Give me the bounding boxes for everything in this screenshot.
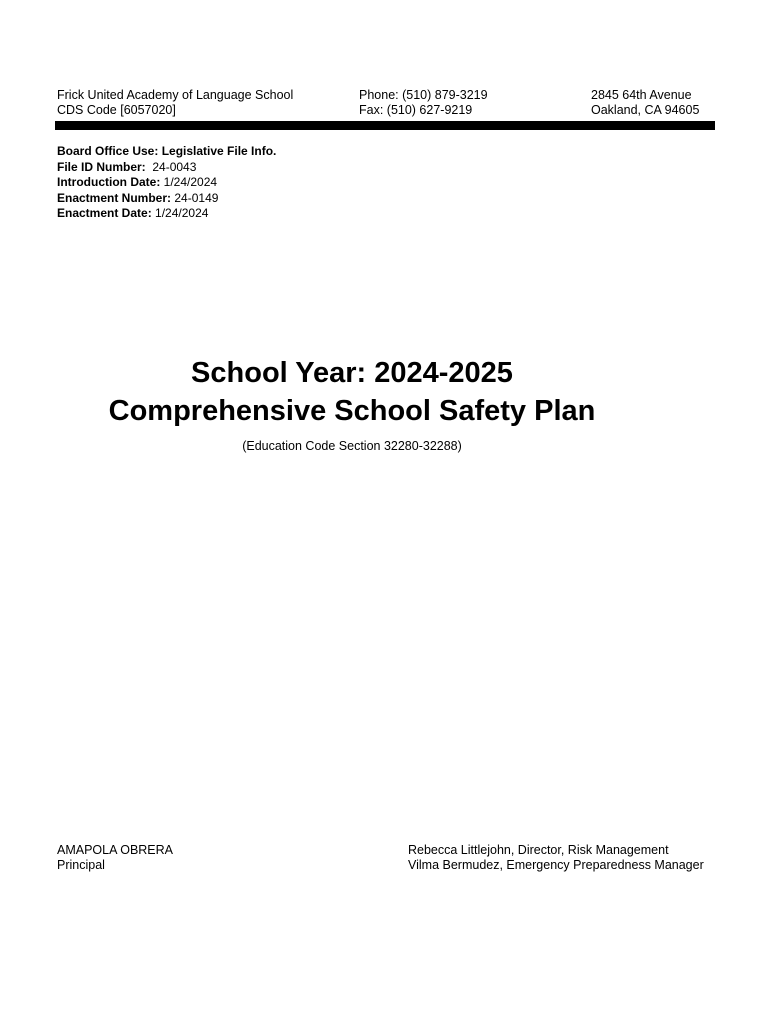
address-line-2: Oakland, CA 94605 bbox=[591, 103, 700, 117]
fax-number: Fax: (510) 627-9219 bbox=[359, 103, 473, 117]
school-name: Frick United Academy of Language School bbox=[57, 88, 294, 102]
emergency-preparedness-manager: Vilma Bermudez, Emergency Preparedness Manager bbox=[408, 858, 704, 872]
introduction-date-value: 1/24/2024 bbox=[163, 175, 218, 189]
phone-number: Phone: (510) 879-3219 bbox=[359, 88, 488, 102]
document-title-block bbox=[0, 354, 704, 454]
school-year-title: School Year: 2024-2025 bbox=[191, 357, 513, 389]
introduction-date-label: Introduction Date: bbox=[57, 175, 161, 189]
board-office-heading: Board Office Use: Legislative File Info. bbox=[57, 144, 277, 158]
address-block bbox=[591, 88, 699, 118]
principal-name: AMAPOLA OBRERA bbox=[57, 843, 174, 857]
file-id-row bbox=[57, 160, 276, 176]
address-line-1: 2845 64th Avenue bbox=[591, 88, 692, 102]
principal-signature-block bbox=[57, 843, 173, 873]
introduction-date-row bbox=[57, 175, 276, 191]
enactment-number-value: 24-0149 bbox=[174, 190, 219, 205]
contact-block bbox=[359, 88, 488, 118]
file-id-label: File ID Number: bbox=[57, 159, 146, 174]
enactment-number-row bbox=[57, 191, 276, 207]
enactment-date-row bbox=[57, 206, 276, 222]
plan-title: Comprehensive School Safety Plan bbox=[108, 395, 596, 427]
cds-code: CDS Code [6057020] bbox=[57, 103, 176, 117]
education-code-subtitle: (Education Code Section 32280-32288) bbox=[242, 439, 462, 453]
enactment-date-label: Enactment Date: bbox=[57, 206, 152, 220]
enactment-date-value: 1/24/2024 bbox=[155, 206, 209, 220]
board-office-info bbox=[57, 144, 276, 222]
file-id-value: 24-0043 bbox=[152, 159, 197, 174]
school-info-block bbox=[57, 88, 293, 118]
management-signature-block bbox=[408, 843, 704, 873]
enactment-number-label: Enactment Number: bbox=[57, 190, 172, 205]
header-divider bbox=[55, 121, 715, 130]
principal-title: Principal bbox=[57, 858, 105, 872]
risk-management-director: Rebecca Littlejohn, Director, Risk Management bbox=[408, 843, 669, 857]
